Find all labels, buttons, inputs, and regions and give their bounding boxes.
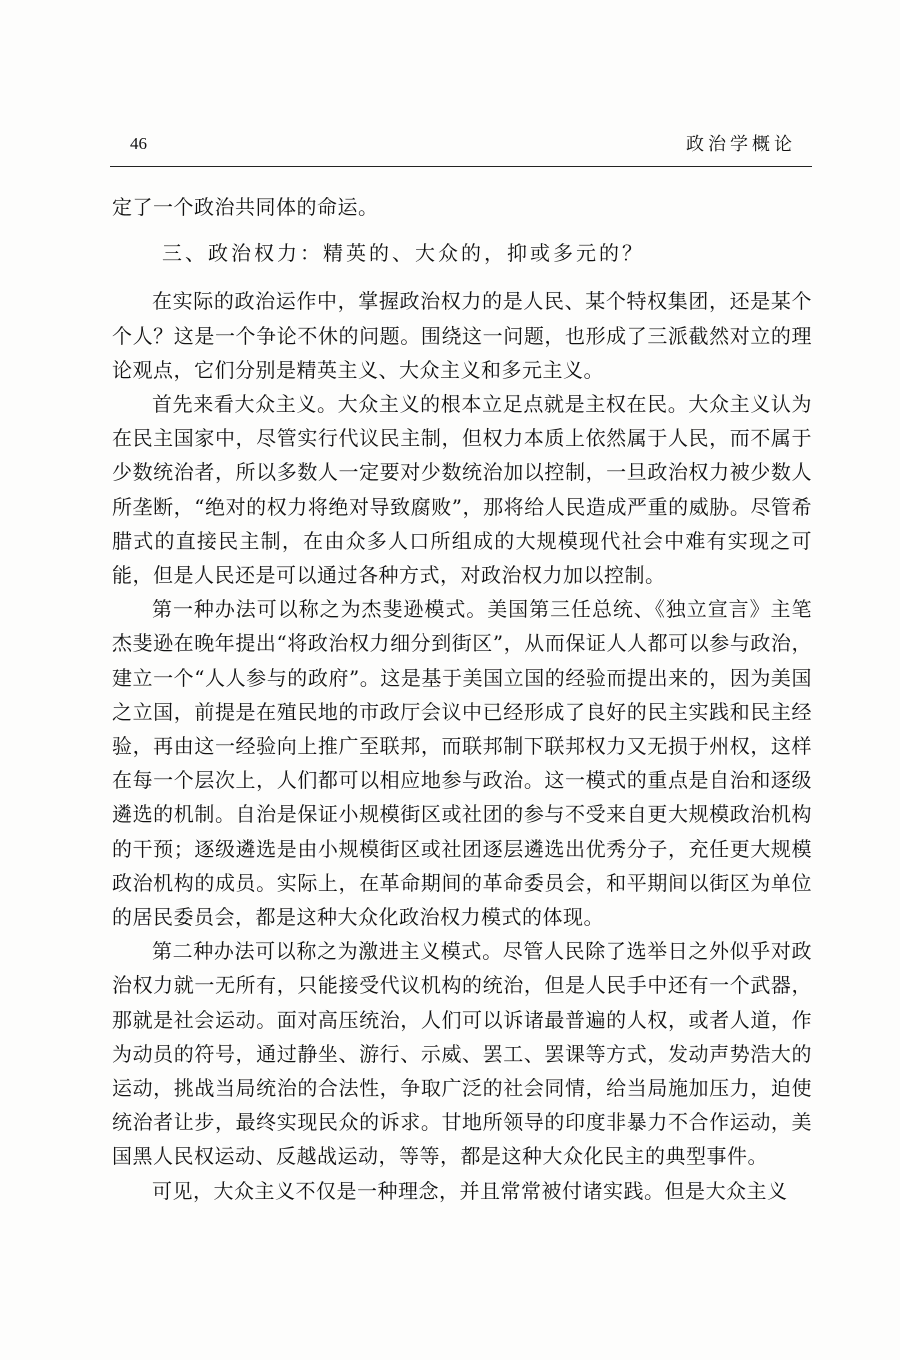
paragraph-4: 第二种办法可以称之为激进主义模式。尽管人民除了选举日之外似乎对政治权力就一无所有，只能接受代议机构的统治，但是人民手中还有一个武器，那就是社会运动。面对高压统治，人们可以诉诸最普遍的人权，或者人道，作为动员的符号，通过静坐、游行、示威、罢工、罢课等方式，发动声势浩大的运动，挑战当局统治的合法性，争取广泛的社会同情，给当局施加压力，迫使统治者让步，最终实现民众的诉求。甘地所领导的印度非暴力不合作运动，美国黑人民权运动、反越战运动，等等，都是这种大众化民主的典型事件。 <box>112 939 812 1169</box>
body-text <box>112 190 812 1208</box>
paragraph-3: 第一种办法可以称之为杰斐逊模式。美国第三任总统、《独立宣言》主笔杰斐逊在晚年提出“将政治权力细分到街区”，从而保证人人都可以参与政治，建立一个“人人参与的政府”。这是基于美国立国的经验而提出来的，因为美国之立国，前提是在殖民地的市政厅会议中已经形成了良好的民主实践和民主经验，再由这一经验向上推广至联邦，而联邦制下联邦权力又无损于州权，这样在每一个层次上，人们都可以相应地参与政治。这一模式的重点是自治和逐级遴选的机制。自治是保证小规模街区或社团的参与不受来自更大规模政治机构的干预；逐级遴选是由小规模街区或社团逐层遴选出优秀分子，充任更大规模政治机构的成员。实际上，在革命期间的革命委员会，和平期间以街区为单位的居民委员会，都是这种大众化政治权力模式的体现。 <box>112 597 812 930</box>
page-number: 46 <box>130 134 147 153</box>
running-title: 政治学概论 <box>686 134 796 155</box>
continuation-line: 定了一个政治共同体的命运。 <box>112 195 379 219</box>
paragraph-1: 在实际的政治运作中，掌握政治权力的是人民、某个特权集团，还是某个个人？这是一个争论不休的问题。围绕这一问题，也形成了三派截然对立的理论观点，它们分别是精英主义、大众主义和多元主义。 <box>112 289 812 382</box>
paragraph-5: 可见，大众主义不仅是一种理念，并且常常被付诸实践。但是大众主义 <box>152 1178 788 1203</box>
header-rule <box>110 166 812 167</box>
page-header <box>110 128 812 162</box>
section-heading: 三、政治权力：精英的、大众的，抑或多元的？ <box>162 241 645 266</box>
paragraph-2: 首先来看大众主义。大众主义的根本立足点就是主权在民。大众主义认为在民主国家中，尽管实行代议民主制，但权力本质上依然属于人民，而不属于少数统治者，所以多数人一定要对少数统治加以控制，一旦政治权力被少数人所垄断，“绝对的权力将绝对导致腐败”，那将给人民造成严重的威胁。尽管希腊式的直接民主制，在由众多人口所组成的大规模现代社会中难有实现之可能，但是人民还是可以通过各种方式，对政治权力加以控制。 <box>112 392 812 588</box>
